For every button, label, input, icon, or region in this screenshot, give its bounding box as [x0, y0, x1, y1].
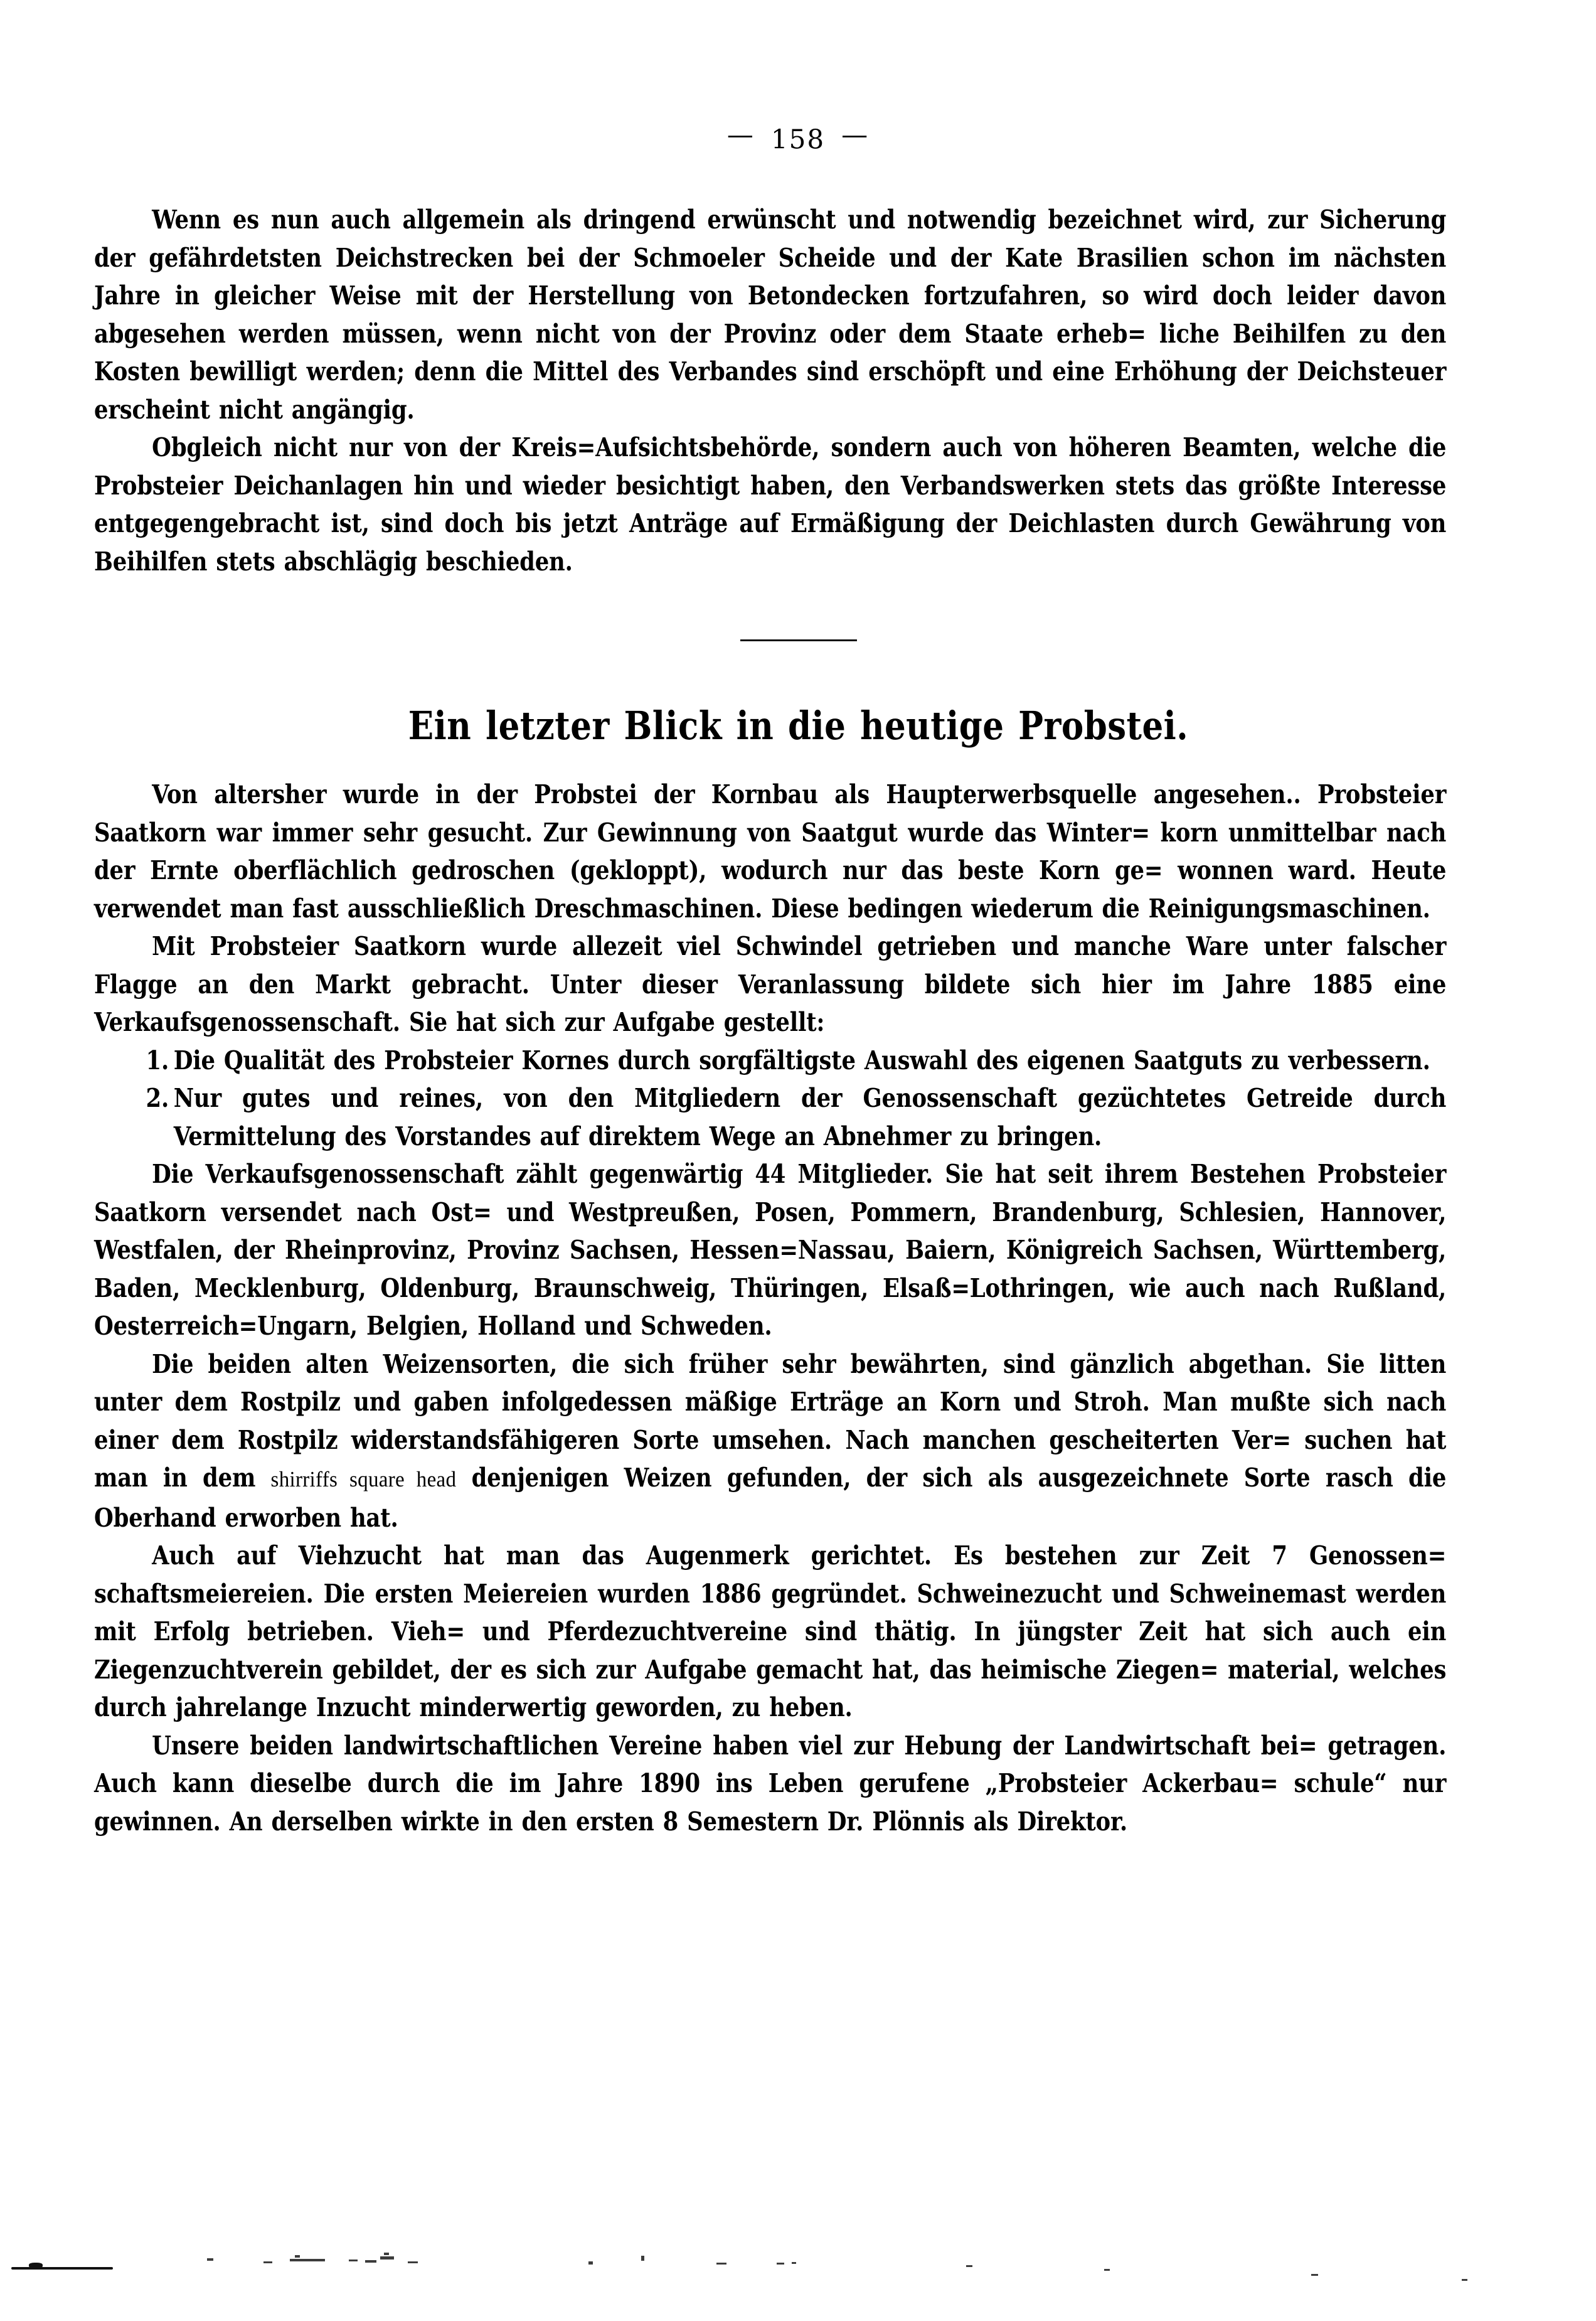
list-item	[94, 1042, 1446, 1080]
cooperative-goals-list	[94, 1042, 1503, 1156]
list-marker: 2.	[146, 1083, 169, 1113]
wheat-text-lead: Die beiden alten Weizensorten, die sich früher sehr bewährten, sind gänzlich abgethan. Sie litten unter dem Rostpilz und gaben infolgedessen mäßige Erträge an Korn und Stroh. Man mußte sich nach einer dem Rostpilz widerstandsfähigeren Sorte umsehen. Nach manchen gescheiterten Ver= suchen hat man in dem	[94, 1348, 1447, 1493]
scan-smudge	[11, 2267, 113, 2270]
folio-dash-right: —	[841, 119, 870, 150]
section-heading: Ein letzter Blick in die heutige Probstei.	[408, 703, 1189, 749]
paragraph-agricultural-societies: Unsere beiden landwirtschaftlichen Vereine haben viel zur Hebung der Landwirtschaft bei= getragen. Auch kann dieselbe durch die im Jahre 1890 ins Leben gerufene „Probsteier Ackerbau= schule“ nur gewinnen. An derselben wirkte in den ersten 8 Semestern Dr. Plönnis als Direktor.	[94, 1730, 1447, 1837]
list-item-text: Nur gutes und reines, von den Mitgliedern der Genossenschaft gezüchtetes Getreide durch Vermittelung des Vorstandes auf direktem Wege an Abnehmer zu bringen.	[173, 1083, 1447, 1151]
scan-edge-artifacts	[0, 2208, 1596, 2321]
list-item-text: Die Qualität des Probsteier Kornes durch sorgfältigste Auswahl des eigenen Saatguts zu verbessern.	[173, 1045, 1430, 1075]
list-item	[94, 1079, 1446, 1155]
divider-line	[740, 639, 857, 641]
paragraph-dike-authorities: Obgleich nicht nur von der Kreis=Aufsichtsbehörde, sondern auch von höheren Beamten, welche die Probsteier Deichanlagen hin und wieder besichtigt haben, den Verbandswerken stets das größte Interesse entgegengebracht ist, sind doch bis jetzt Anträge auf Ermäßigung der Deichlasten durch Gewährung von Beihilfen stets abschlägig beschieden.	[94, 432, 1447, 577]
paragraph-verkaufsgenossenschaft: Mit Probsteier Saatkorn wurde allezeit viel Schwindel getrieben und manche Ware unter falscher Flagge an den Markt gebracht. Unter dieser Veranlassung bildete sich hier im Jahre 1885 eine Verkaufsgenossenschaft. Sie hat sich zur Aufgabe gestellt:	[94, 931, 1447, 1037]
paragraph-dike-funding: Wenn es nun auch allgemein als dringend erwünscht und notwendig bezeichnet wird, zur Sicherung der gefährdetsten Deichstrecken bei der Schmoeler Scheide und der Kate Brasilien schon im nächsten Jahre in gleicher Weise mit der Herstellung von Betondecken fortzufahren, so wird doch leider davon abgesehen werden müssen, wenn nicht von der Provinz oder dem Staate erheb= liche Beihilfen zu den Kosten bewilligt werden; denn die Mittel des Verbandes sind erschöpft und eine Erhöhung der Deichsteuer erscheint nicht angängig.	[94, 205, 1447, 425]
folio-dash-left: —	[726, 119, 755, 150]
paragraph-livestock: Auch auf Viehzucht hat man das Augenmerk gerichtet. Es bestehen zur Zeit 7 Genossen= schaftsmeiereien. Die ersten Meiereien wurden 1886 gegründet. Schweinezucht und Schweinemast werden mit Erfolg betrieben. Vieh= und Pferdezuchtvereine sind thätig. In jüngster Zeit hat sich auch ein Ziegenzuchtverein gebildet, der es sich zur Aufgabe gemacht hat, das heimische Ziegen= material, welches durch jahrelange Inzucht minderwertig geworden, zu heben.	[94, 1540, 1447, 1722]
paragraph-export-regions: Die Verkaufsgenossenschaft zählt gegenwärtig 44 Mitglieder. Sie hat seit ihrem Bestehen Probsteier Saatkorn versendet nach Ost= und Westpreußen, Posen, Pommern, Brandenburg, Schlesien, Hannover, Westfalen, der Rheinprovinz, Provinz Sachsen, Hessen=Nassau, Baiern, Königreich Sachsen, Württemberg, Baden, Mecklenburg, Oldenburg, Braunschweig, Thüringen, Elsaß=Lothringen, wie auch nach Rußland, Oesterreich=Ungarn, Belgien, Holland und Schweden.	[94, 1159, 1447, 1341]
paragraph-kornbau: Von altersher wurde in der Probstei der Kornbau als Haupterwerbsquelle angesehen.. Probsteier Saatkorn war immer sehr gesucht. Zur Gewinnung von Saatgut wurde das Winter= korn unmittelbar nach der Ernte oberflächlich gedroschen (gekloppt), wodurch nur das beste Korn ge= wonnen ward. Heute verwendet man fast ausschließlich Dreschmaschinen. Diese bedingen wiederum die Reinigungsmaschinen.	[94, 779, 1447, 924]
section-divider-rule	[94, 638, 1503, 641]
page-folio	[0, 119, 1596, 155]
list-marker: 1.	[146, 1045, 169, 1075]
wheat-variety-name-antiqua: shirriffs square head	[270, 1468, 457, 1491]
paragraph-wheat-varieties	[94, 1345, 1446, 1537]
page-text-block	[94, 201, 1503, 1840]
wheat-text-tail: denjenigen Weizen gefunden, der sich als ausgezeichnete Sorte rasch die Oberhand erworben hat.	[94, 1463, 1447, 1533]
page-number: 158	[770, 124, 826, 155]
